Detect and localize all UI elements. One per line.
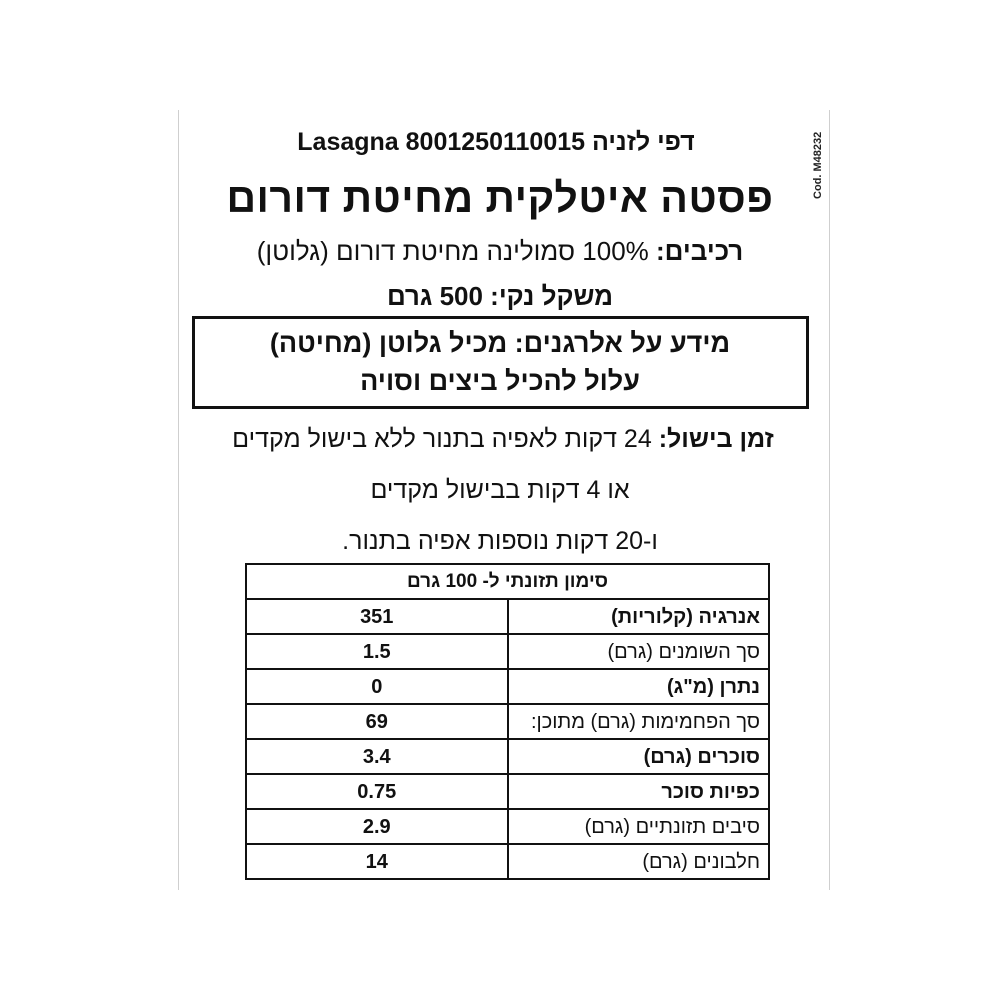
ingredients-text: 100% סמולינה מחיטת דורום (גלוטן) <box>256 236 649 266</box>
nutrition-row <box>246 774 769 809</box>
cooking-extra-line: ו-20 דקות נוספות אפיה בתנור. <box>342 527 658 555</box>
nutrient-name: אנרגיה (קלוריות) <box>508 599 770 634</box>
nutrient-name: סך השומנים (גרם) <box>508 634 770 669</box>
nutrient-value: 0 <box>246 669 508 704</box>
cooking-time-label: זמן בישול: <box>658 425 774 453</box>
cooking-time-line <box>195 425 811 454</box>
nutrition-row <box>246 704 769 739</box>
allergen-warning-line: עלול להכיל ביצים וסויה <box>360 366 640 396</box>
nutrition-row <box>246 669 769 704</box>
cooking-time-text: 24 דקות לאפיה בתנור ללא בישול מקדים <box>232 425 652 453</box>
allergen-info-line: מידע על אלרגנים: מכיל גלוטן (מחיטה) <box>269 328 731 358</box>
nutrient-name: סוכרים (גרם) <box>508 739 770 774</box>
product-name-line: Lasagna 8001250110015 דפי לזניה <box>297 128 695 156</box>
product-code: Cod. M48232 <box>812 131 824 199</box>
nutrition-header-row <box>246 564 769 599</box>
nutrient-value: 351 <box>246 599 508 634</box>
nutrient-name: חלבונים (גרם) <box>508 844 770 879</box>
nutrient-value: 69 <box>246 704 508 739</box>
nutrient-value: 1.5 <box>246 634 508 669</box>
net-weight: משקל נקי: 500 גרם <box>386 281 614 311</box>
nutrition-row <box>246 599 769 634</box>
nutrition-row <box>246 809 769 844</box>
nutrient-value: 0.75 <box>246 774 508 809</box>
nutrient-name: סך הפחמימות (גרם) מתוכן: <box>508 704 770 739</box>
nutrient-value: 3.4 <box>246 739 508 774</box>
nutrition-row <box>246 844 769 879</box>
nutrient-name: כפיות סוכר <box>508 774 770 809</box>
nutrition-row <box>246 634 769 669</box>
nutrient-name: נתרן (מ"ג) <box>508 669 770 704</box>
nutrient-name: סיבים תזונתיים (גרם) <box>508 809 770 844</box>
ingredients-line <box>220 236 780 267</box>
nutrition-header: סימון תזונתי ל- 100 גרם <box>246 564 769 599</box>
nutrient-value: 2.9 <box>246 809 508 844</box>
product-title: פסטה איטלקית מחיטת דורום <box>226 175 774 221</box>
nutrient-value: 14 <box>246 844 508 879</box>
ingredients-label: רכיבים: <box>656 236 744 266</box>
cooking-alt-line: או 4 דקות בבישול מקדים <box>370 476 630 504</box>
nutrition-row <box>246 739 769 774</box>
nutrition-table <box>245 563 770 880</box>
